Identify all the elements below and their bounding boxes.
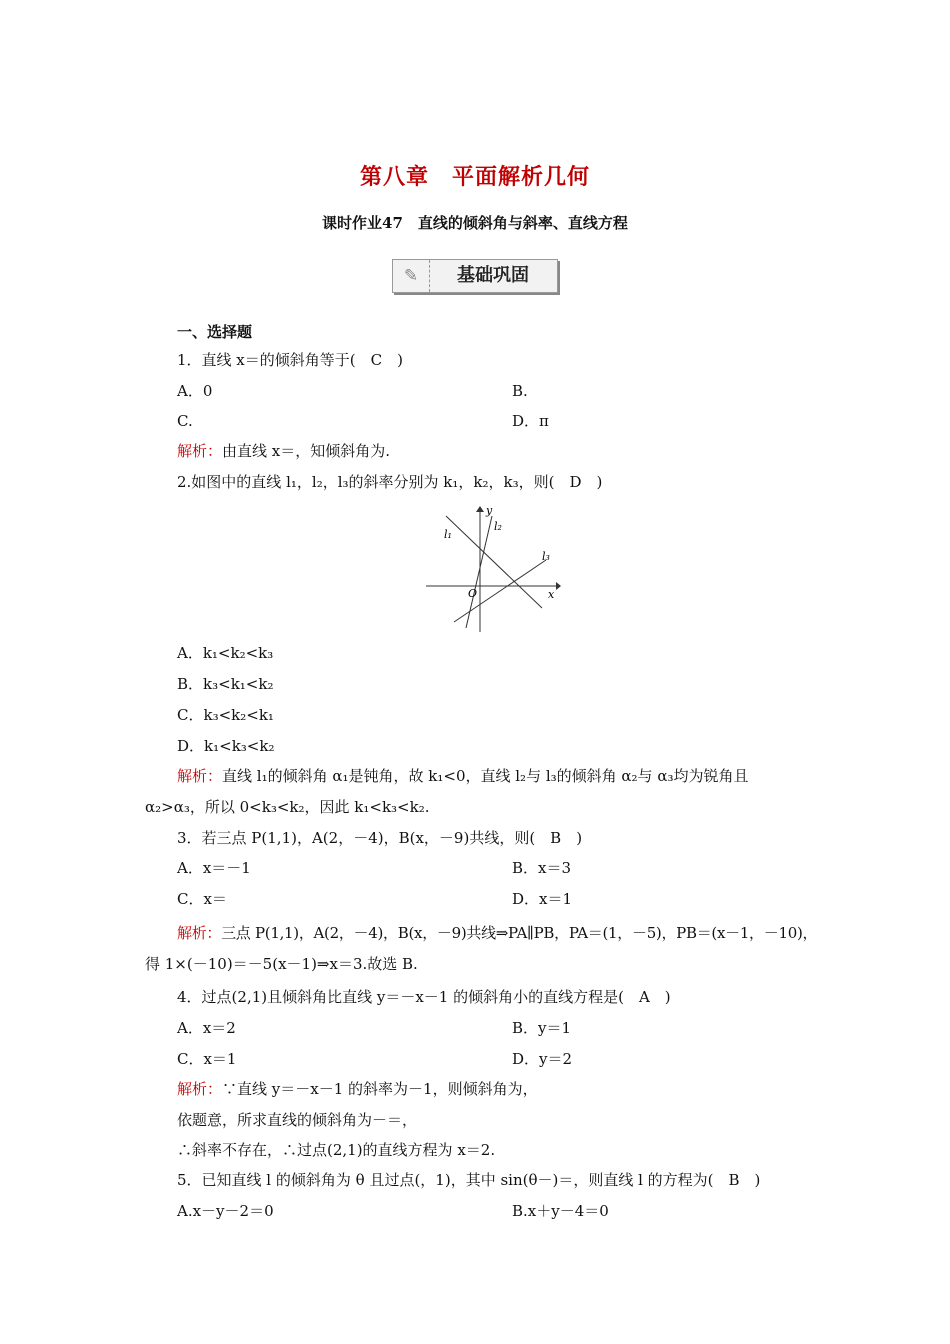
q5-option-b: B.x＋y－4＝0	[512, 1202, 609, 1220]
q3-solution-text-2: 得 1×(－10)＝－5(x－1)⇒x＝3.故选 B.	[145, 955, 418, 973]
q4-solution	[177, 1079, 538, 1099]
chapter-title: 第八章 平面解析几何	[359, 164, 590, 190]
q4-option-d: D．y＝2	[512, 1050, 573, 1068]
q4-option-c: C．x＝1	[177, 1050, 237, 1068]
q3-option-c: C．x＝	[177, 890, 227, 908]
q2-solution-text-2: α₂>α₃，所以 0<k₃<k₂，因此 k₁<k₃<k₂.	[145, 798, 430, 816]
q1-option-c: C.	[177, 412, 193, 430]
q2-option-d: D．k₁<k₃<k₂	[177, 737, 275, 755]
q3-stem: 3．若三点 P(1,1)，A(2，－4)，B(x，－9)共线，则( B )	[177, 829, 583, 847]
q2-solution	[177, 766, 748, 786]
q1-option-d: D．π	[512, 412, 549, 430]
q1-option-a: A．0	[177, 382, 213, 400]
q3-solution-text-1: 三点 P(1,1)，A(2，－4)，B(x，－9)共线⇒PA∥PB，PA＝(1，－5)，PB＝(x－1，－10)，	[221, 924, 818, 942]
q4-solution-text-1: ∵直线 y＝－x－1 的斜率为－1，则倾斜角为，	[222, 1080, 538, 1098]
q1-solution-text: 由直线 x＝，知倾斜角为.	[222, 442, 391, 460]
q4-option-b: B．y＝1	[512, 1019, 572, 1037]
q2-option-c: C．k₃<k₂<k₁	[177, 706, 274, 724]
solution-label: 解析：	[177, 1080, 223, 1098]
q4-solution-text-3: ∴斜率不存在，∴过点(2,1)的直线方程为 x＝2.	[177, 1141, 496, 1159]
q4-solution-text-2: 依题意，所求直线的倾斜角为－＝，	[177, 1111, 418, 1129]
q2-stem: 2.如图中的直线 l₁，l₂，l₃的斜率分别为 k₁，k₂，k₃，则( D )	[177, 473, 603, 491]
q2-solution-text-1: 直线 l₁的倾斜角 α₁是钝角，故 k₁<0，直线 l₂与 l₃的倾斜角 α₂与 α₃均为锐角且	[222, 767, 749, 785]
q2-option-b: B．k₃<k₁<k₂	[177, 675, 274, 693]
banner-label: 基础巩固	[457, 265, 529, 286]
solution-label: 解析：	[177, 442, 223, 460]
lesson-title: 课时作业47 直线的倾斜角与斜率、直线方程	[322, 214, 628, 232]
solution-label: 解析：	[177, 767, 223, 785]
section-banner	[392, 259, 558, 293]
label-l3: l₃	[542, 550, 550, 563]
q3-solution	[177, 923, 817, 943]
section-heading: 一、选择题	[177, 323, 253, 341]
q1-option-b: B.	[512, 382, 528, 400]
label-x: x	[548, 588, 555, 601]
x-axis-arrow	[556, 582, 561, 590]
q5-stem: 5．已知直线 l 的倾斜角为 θ 且过点(，1)，其中 sin(θ－)＝，则直线 l 的方程为( B )	[177, 1171, 761, 1189]
label-l2: l₂	[494, 520, 502, 533]
label-origin: O	[468, 587, 478, 600]
q5-option-a: A.x－y－2＝0	[177, 1202, 274, 1220]
q4-option-a: A．x＝2	[177, 1019, 236, 1037]
line-figure	[420, 502, 562, 634]
solution-label: 解析：	[177, 924, 222, 942]
label-l1: l₁	[444, 528, 452, 541]
q3-option-d: D．x＝1	[512, 890, 573, 908]
q3-option-b: B．x＝3	[512, 859, 572, 877]
q3-option-a: A．x＝－1	[177, 859, 251, 877]
q1-stem: 1．直线 x＝的倾斜角等于( C )	[177, 351, 403, 369]
q2-option-a: A．k₁<k₂<k₃	[177, 644, 274, 662]
y-axis-arrow	[476, 506, 484, 512]
q1-solution	[177, 441, 390, 461]
pencil-icon: ✎	[393, 260, 430, 292]
label-y: y	[486, 504, 493, 517]
q4-stem: 4．过点(2,1)且倾斜角比直线 y＝－x－1 的倾斜角小的直线方程是( A )	[177, 988, 671, 1006]
